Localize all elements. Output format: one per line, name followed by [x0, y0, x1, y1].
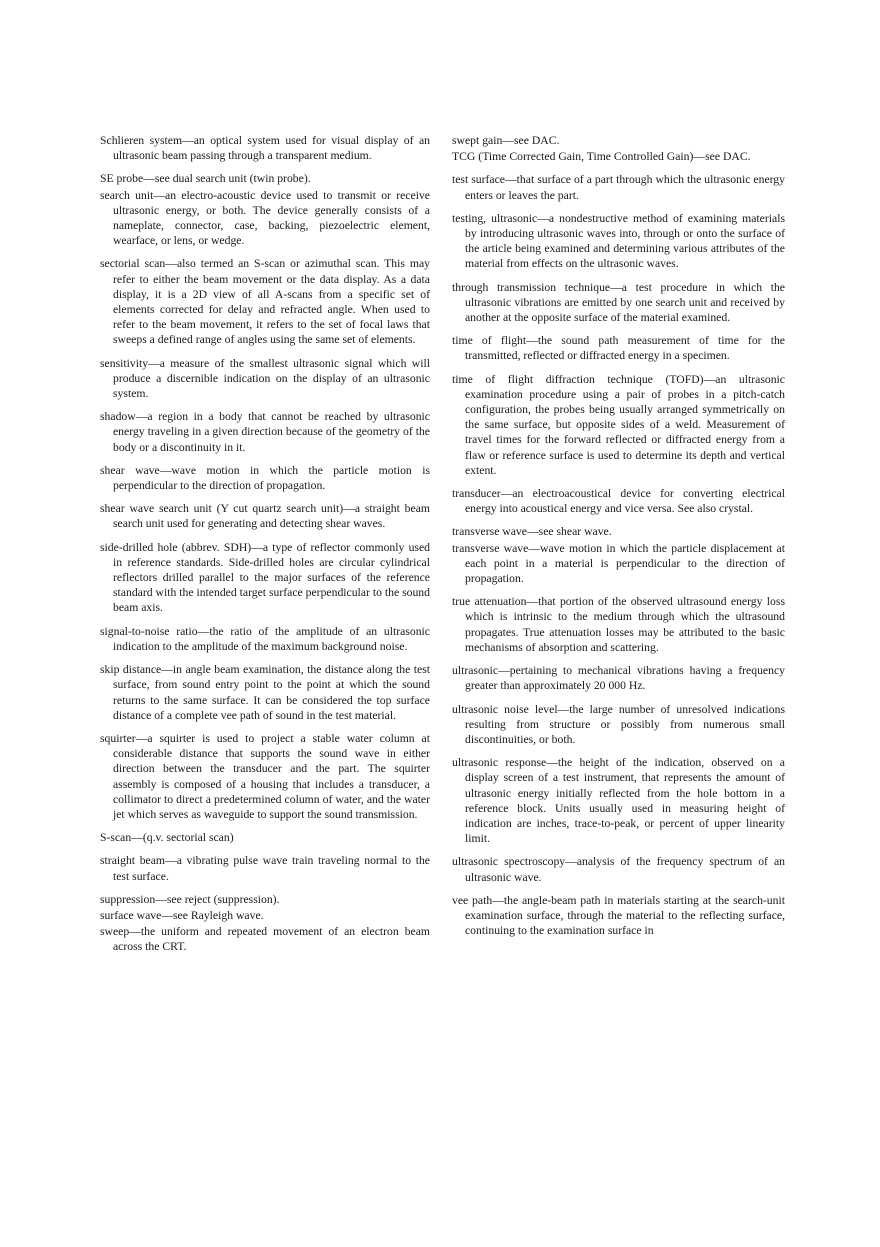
glossary-entry: surface wave—see Rayleigh wave. [100, 908, 264, 922]
glossary-entry: vee path—the angle-beam path in materials starting at the search-unit examination surface, through the material to the reflecting surface, continuing to the examination surface in [452, 893, 785, 938]
glossary-entry: transverse wave—see shear wave. [452, 525, 612, 539]
glossary-entry: shear wave—wave motion in which the particle motion is perpendicular to the direction of propagation. [100, 463, 430, 493]
glossary-entry: time of flight—the sound path measurement of time for the transmitted, reflected or diffracted energy in a specimen. [452, 334, 785, 363]
glossary-entry: S-scan—(q.v. sectorial scan) [100, 831, 234, 845]
glossary-entry: side-drilled hole (abbrev. SDH)—a type of reflector commonly used in reference standards. Side-drilled holes are circular cylindrical reflectors drilled parallel to the major surfaces of the reference standard with the intended target surface perpendicular to the sound beam axis. [100, 540, 430, 615]
glossary-entry: true attenuation—that portion of the observed ultrasound energy loss which is intrinsic to the medium through which the ultrasound propagates. True attenuation losses may be attributed to the basic mechanisms of absorption and scattering. [452, 595, 785, 654]
glossary-entry: squirter—a squirter is used to project a stable water column at considerable distance that supports the sound wave in either direction between the transducer and the part. The squirter assembly is composed of a housing that includes a transducer, a collimator to direct a predetermined column of water, and the water jet which serves as waveguide to support the sound transmission. [100, 731, 430, 821]
glossary-entry: ultrasonic—pertaining to mechanical vibrations having a frequency greater than approximately 20 000 Hz. [452, 664, 785, 693]
glossary-entry: Schlieren system—an optical system used for visual display of an ultrasonic beam passing through a transparent medium. [100, 134, 430, 163]
glossary-entry: sweep—the uniform and repeated movement of an electron beam across the CRT. [100, 925, 430, 954]
glossary-entry: sectorial scan—also termed an S-scan or azimuthal scan. This may refer to either the beam movement or the data display. As a data display, it is a 2D view of all A-scans from a specific set of elements corrected for delay and refracted angle. When used to refer to the beam movement, it refers to the set of focal laws that sweeps a defined range of angles using the same set of elements. [100, 257, 430, 347]
glossary-entry: transducer—an electroacoustical device for converting electrical energy into acoustical energy and vice versa. See also crystal. [452, 487, 785, 516]
glossary-entry: ultrasonic noise level—the large number of unresolved indications resulting from structure or possibly from numerous small discontinuities, or both. [452, 702, 785, 746]
glossary-entry: swept gain—see DAC. [452, 134, 560, 147]
glossary-entry: ultrasonic spectroscopy—analysis of the frequency spectrum of an ultrasonic wave. [452, 855, 785, 884]
glossary-entry: testing, ultrasonic—a nondestructive method of examining materials by introducing ultrasonic waves into, through or onto the surface of the article being examined and determining various attributes of the material from effects on the ultrasonic waves. [452, 211, 785, 271]
glossary-entry: signal-to-noise ratio—the ratio of the amplitude of an ultrasonic indication to the amplitude of the maximum background noise. [100, 624, 430, 653]
glossary-entry: TCG (Time Corrected Gain, Time Controlled Gain)—see DAC. [452, 150, 751, 164]
glossary-entry: test surface—that surface of a part through which the ultrasonic energy enters or leaves the part. [452, 173, 785, 202]
glossary-entry: skip distance—in angle beam examination, the distance along the test surface, from sound entry point to the point at which the sound returns to the same surface. It can be considered the top surface distance of a complete vee path of sound in the test material. [100, 663, 430, 722]
glossary-entry: shear wave search unit (Y cut quartz search unit)—a straight beam search unit used for generating and detecting shear waves. [100, 502, 430, 531]
left-column [100, 133, 430, 963]
glossary-entry: suppression—see reject (suppression). [100, 892, 280, 906]
glossary-entry: SE probe—see dual search unit (twin probe). [100, 172, 311, 186]
right-column [452, 133, 785, 946]
glossary-entry: sensitivity—a measure of the smallest ultrasonic signal which will produce a discernible indication on the display of an ultrasonic system. [100, 356, 430, 401]
glossary-entry: shadow—a region in a body that cannot be reached by ultrasonic energy traveling in a given direction because of the geometry of the body or a discontinuity in it. [100, 410, 430, 454]
glossary-entry: straight beam—a vibrating pulse wave train traveling normal to the test surface. [100, 854, 430, 883]
glossary-entry: search unit—an electro-acoustic device used to transmit or receive ultrasonic energy, or both. The device generally consists of a nameplate, connector, case, backing, piezoelectric element, wearface, or lens, or wedge. [100, 188, 430, 248]
glossary-entry: transverse wave—wave motion in which the particle displacement at each point in a material is perpendicular to the direction of propagation. [452, 541, 785, 586]
glossary-entry: ultrasonic response—the height of the indication, observed on a display screen of a test instrument, that represents the amount of ultrasonic energy initially reflected from the hole bottom in a reference block. Units usually used in measuring height of indication are inches, trace-to-peak, or percent of upper linearity limit. [452, 756, 785, 846]
glossary-entry: through transmission technique—a test procedure in which the ultrasonic vibrations are emitted by one search unit and received by another at the opposite surface of the material examined. [452, 280, 785, 325]
glossary-entry: time of flight diffraction technique (TOFD)—an ultrasonic examination procedure using a pair of probes in a pitch-catch configuration, the probes being usually arranged symmetrically on the same surface, but opposite sides of a weld. Measurement of travel times for the forward reflected or diffracted energy from a flaw or reference surface is used to determine its depth and vertical extent. [452, 372, 785, 477]
